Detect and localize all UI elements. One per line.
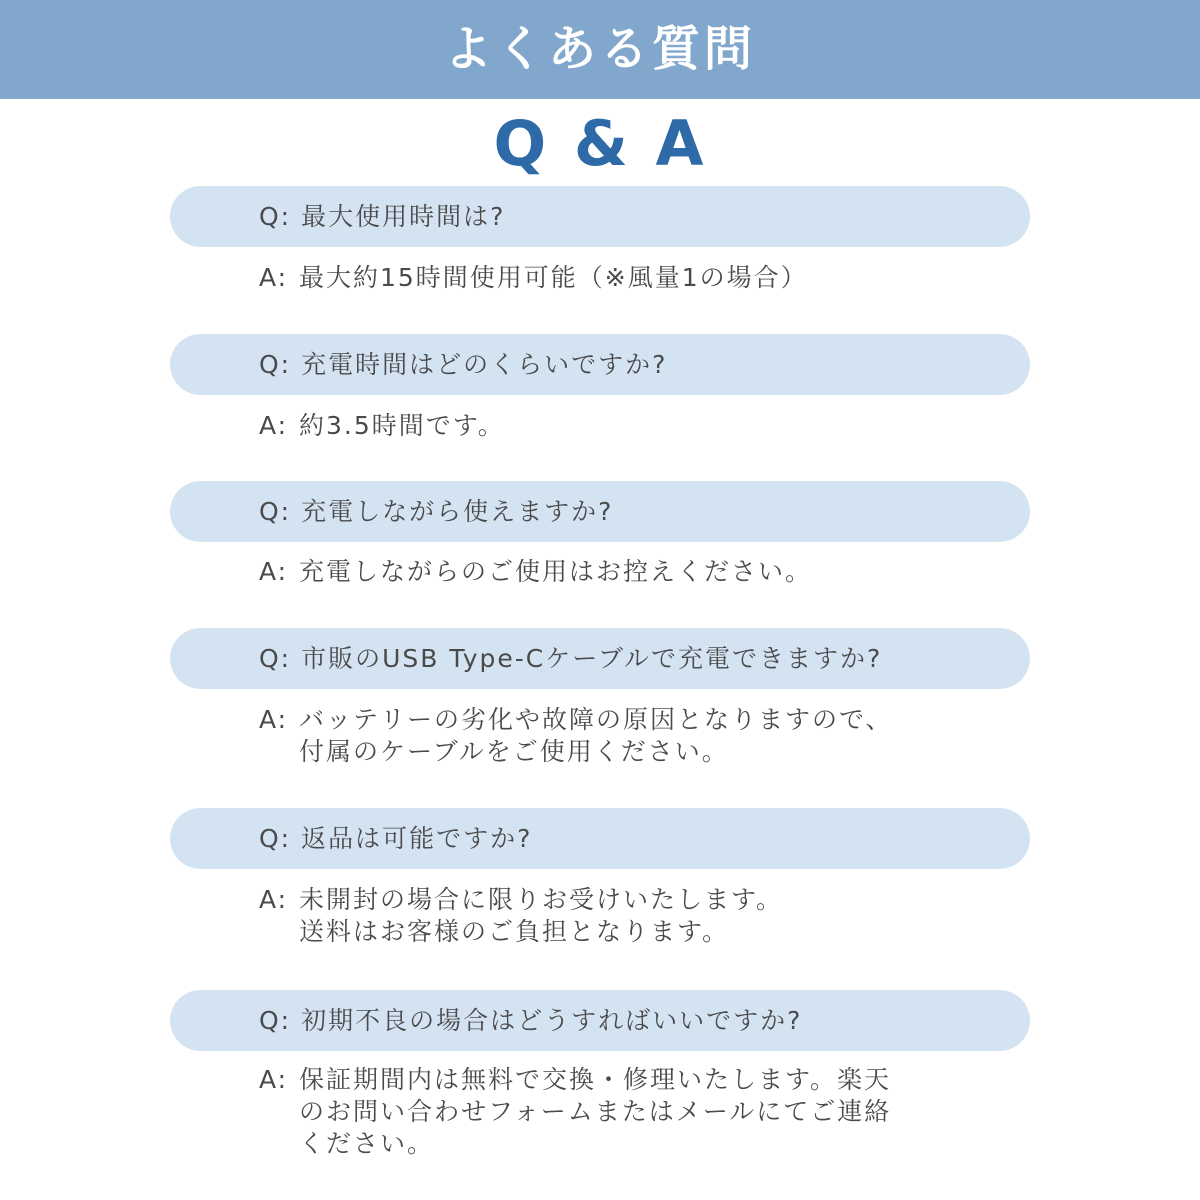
answer-prefix: A: (259, 411, 289, 440)
qa-subtitle: Q & A (493, 107, 707, 180)
answer-prefix: A: (259, 705, 289, 734)
question-label: 市販のUSB Type-Cケーブルで充電できますか? (301, 644, 883, 673)
answer-prefix: A: (259, 557, 289, 586)
page-title: よくある質問 (443, 21, 756, 77)
answer-prefix: A: (259, 885, 289, 914)
question-prefix: Q: (259, 824, 292, 853)
question-label: 返品は可能ですか? (301, 824, 533, 853)
question-text-3 (259, 481, 613, 542)
question-label: 最大使用時間は? (301, 202, 506, 231)
answer-prefix: A: (259, 263, 289, 292)
answer-line: 付属のケーブルをご使用ください。 (299, 737, 729, 766)
answer-line: のお問い合わせフォームまたはメールにてご連絡 (299, 1097, 892, 1126)
answer-text-4 (299, 704, 979, 768)
question-text-2 (259, 334, 667, 395)
answer-line: 最大約15時間使用可能（※風量1の場合） (299, 263, 808, 292)
question-text-1 (259, 186, 505, 247)
answer-text-3 (299, 556, 979, 588)
question-prefix: Q: (259, 1006, 292, 1035)
question-text-4 (259, 628, 882, 689)
answer-text-1 (299, 262, 979, 294)
answer-line: 送料はお客様のご負担となります。 (299, 917, 730, 946)
answer-line: 保証期間内は無料で交換・修理いたします。楽天 (299, 1065, 892, 1094)
answer-line: 約3.5時間です。 (299, 411, 505, 440)
question-pill-3 (170, 481, 1030, 542)
question-pill-4 (170, 628, 1030, 689)
question-prefix: Q: (259, 350, 292, 379)
question-prefix: Q: (259, 202, 292, 231)
answer-text-2 (299, 410, 979, 442)
question-label: 初期不良の場合はどうすればいいですか? (301, 1006, 803, 1035)
answer-text-5 (299, 884, 979, 948)
answer-line: バッテリーの劣化や故障の原因となりますので、 (299, 705, 893, 734)
question-label: 充電しながら使えますか? (301, 497, 614, 526)
answer-prefix: A: (259, 1065, 289, 1094)
question-pill-5 (170, 808, 1030, 869)
answer-line: 充電しながらのご使用はお控えください。 (299, 557, 813, 586)
answer-text-6 (299, 1064, 979, 1160)
question-text-6 (259, 990, 802, 1051)
question-prefix: Q: (259, 644, 292, 673)
question-pill-1 (170, 186, 1030, 247)
answer-line: ください。 (299, 1129, 435, 1158)
answer-line: 未開封の場合に限りお受けいたします。 (299, 885, 784, 914)
question-pill-6 (170, 990, 1030, 1051)
question-text-5 (259, 808, 532, 869)
question-pill-2 (170, 334, 1030, 395)
question-prefix: Q: (259, 497, 292, 526)
question-label: 充電時間はどのくらいですか? (301, 350, 668, 379)
